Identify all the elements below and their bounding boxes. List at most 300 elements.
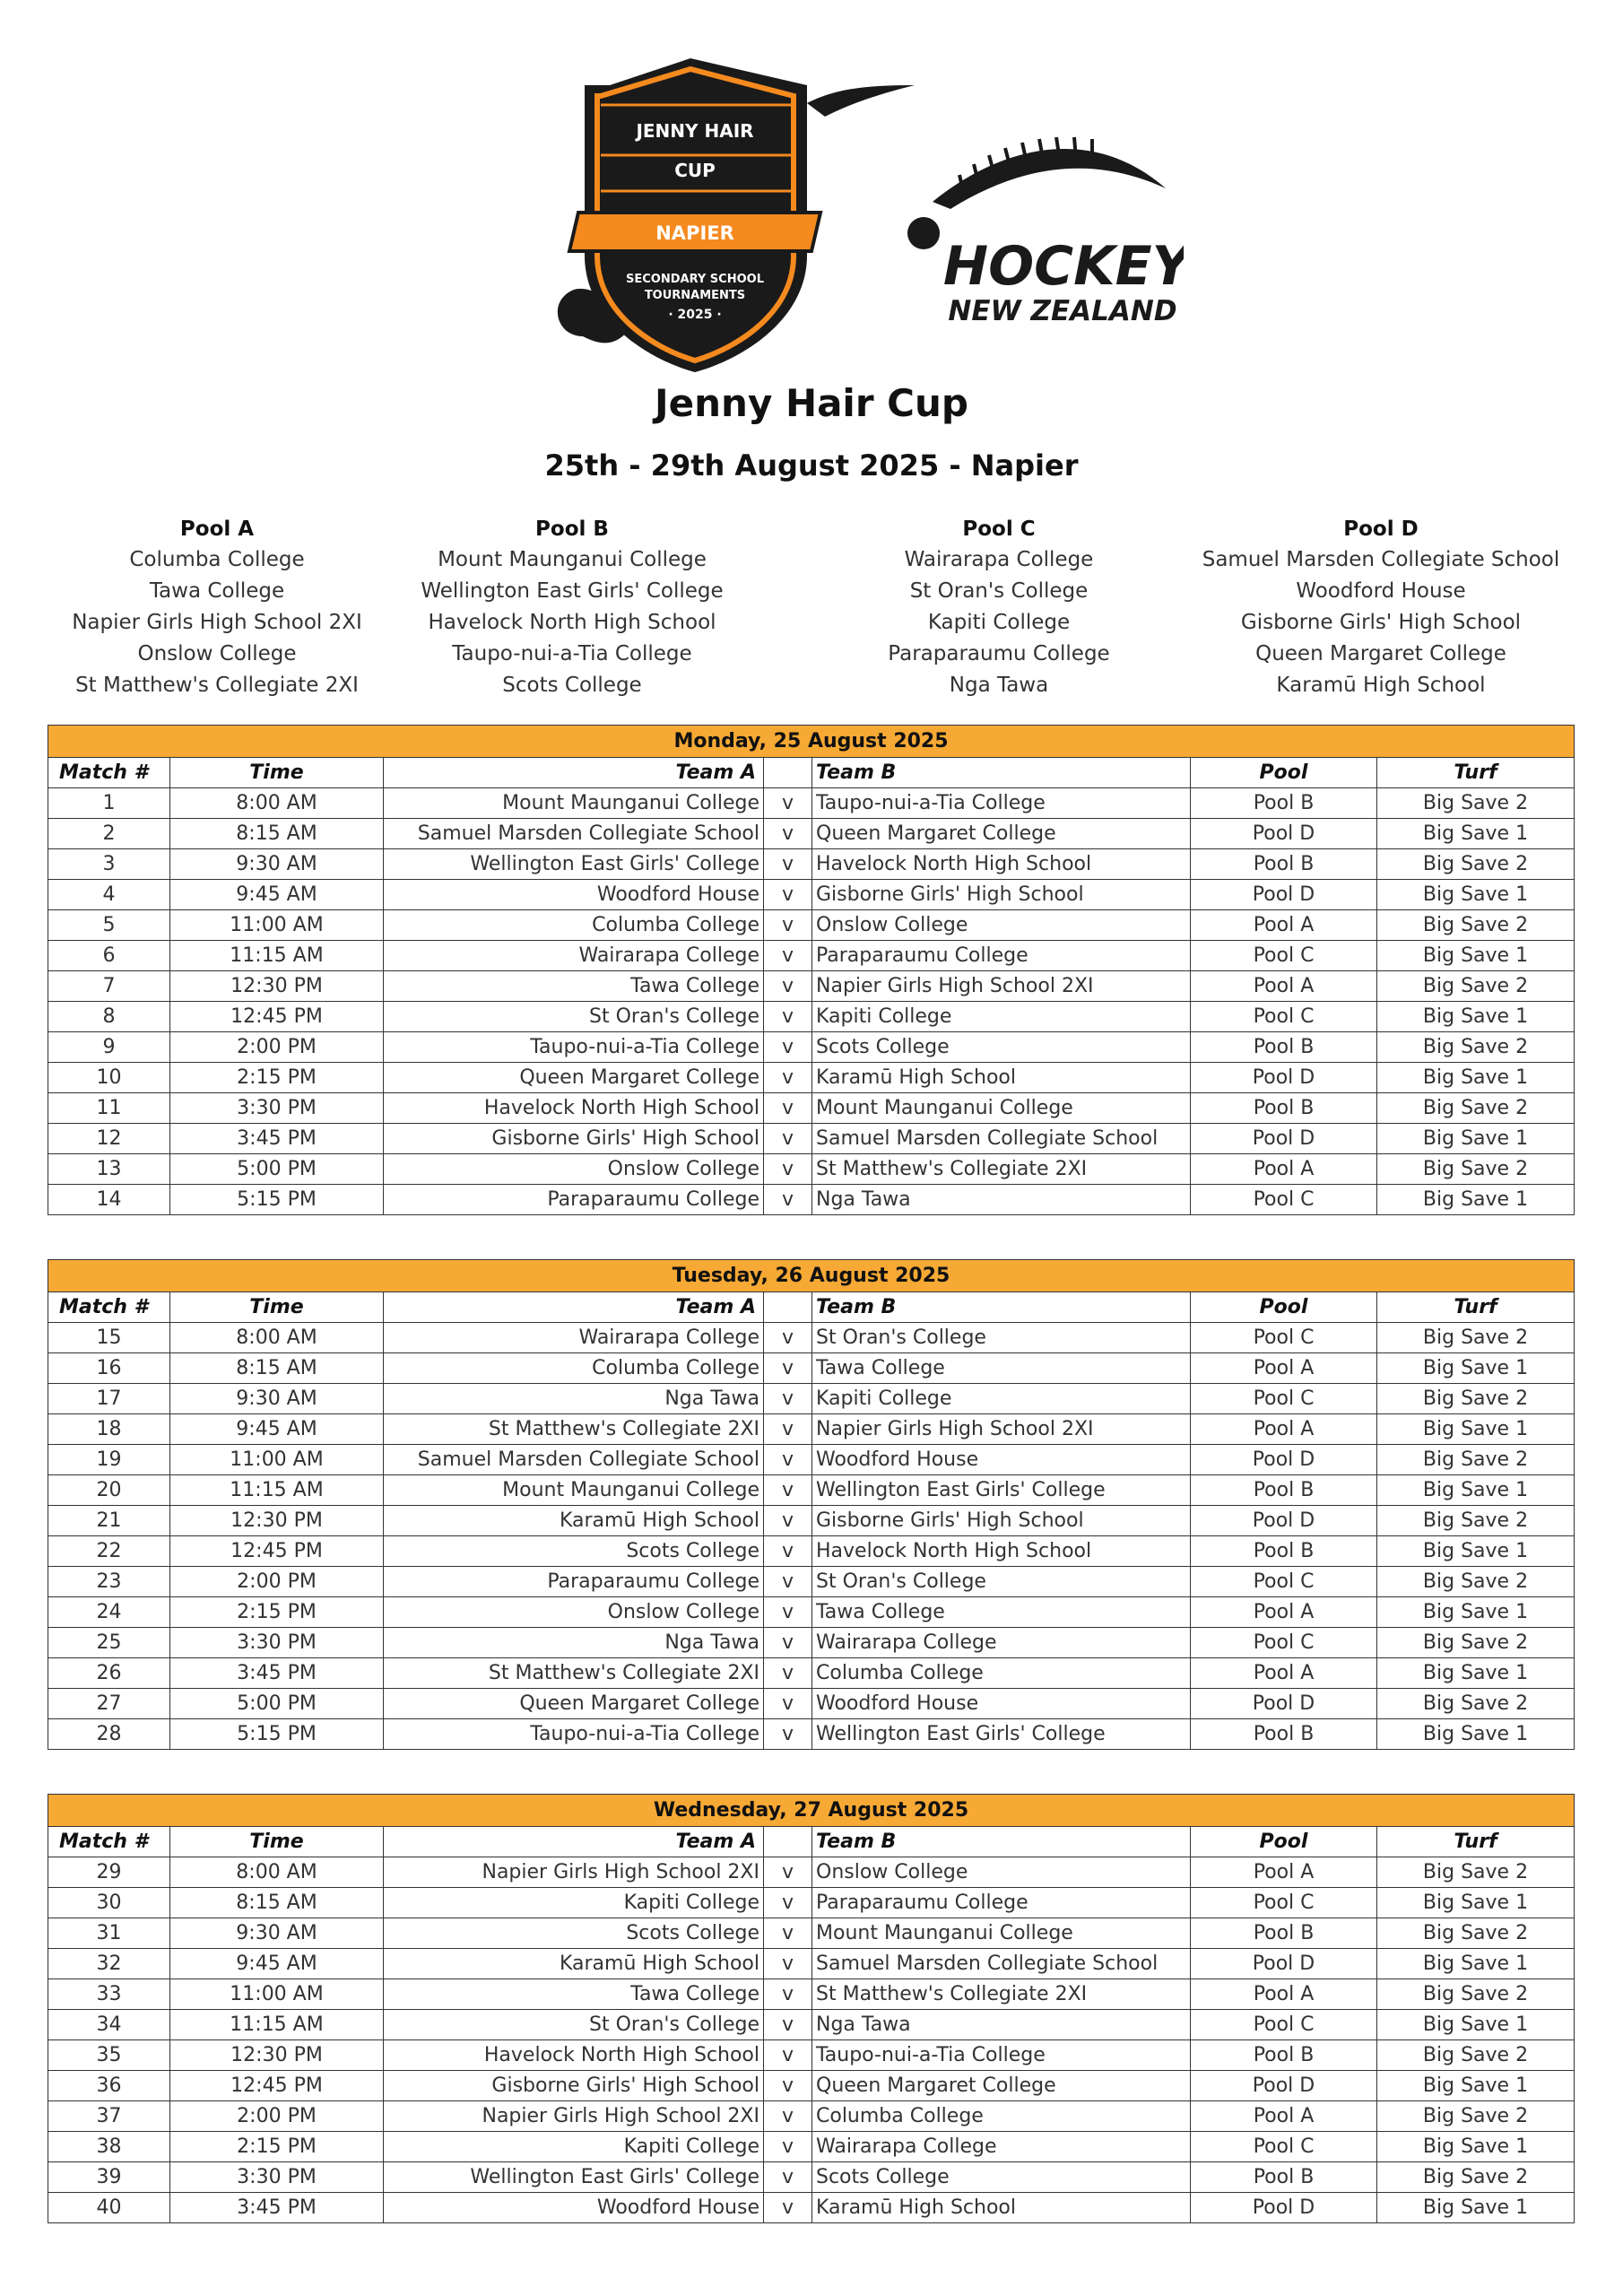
team-b: Taupo-nui-a-Tia College: [812, 2040, 1191, 2071]
match-row: [48, 1475, 1575, 1506]
team-b: Gisborne Girls' High School: [812, 1506, 1191, 1536]
pool-team: Onslow College: [137, 642, 297, 665]
match-time: 9:45 AM: [170, 1414, 384, 1445]
team-a: Wairarapa College: [384, 941, 764, 971]
match-number: 22: [48, 1536, 170, 1567]
match-number: 19: [48, 1445, 170, 1475]
pool-team: St Oran's College: [909, 579, 1089, 603]
match-turf: Big Save 1: [1377, 1063, 1575, 1093]
match-row: [48, 1002, 1575, 1032]
match-turf: Big Save 2: [1377, 1445, 1575, 1475]
versus-label: v: [764, 1567, 812, 1597]
match-row: [48, 1536, 1575, 1567]
day-header-row: [48, 1260, 1575, 1292]
match-time: 8:00 AM: [170, 1857, 384, 1888]
match-pool: Pool A: [1191, 1658, 1377, 1689]
versus-label: v: [764, 2040, 812, 2071]
match-row: [48, 1414, 1575, 1445]
pool-team: Havelock North High School: [428, 611, 716, 634]
match-turf: Big Save 1: [1377, 1949, 1575, 1979]
versus-label: v: [764, 1093, 812, 1124]
pools-section: [0, 514, 1623, 711]
match-number: 11: [48, 1093, 170, 1124]
match-time: 11:00 AM: [170, 910, 384, 941]
match-turf: Big Save 1: [1377, 1124, 1575, 1154]
match-turf: Big Save 2: [1377, 1857, 1575, 1888]
match-row: [48, 1506, 1575, 1536]
badge-sub2: TOURNAMENTS: [644, 289, 746, 302]
hnz-line2: NEW ZEALAND: [948, 295, 1177, 327]
team-a: Karamū High School: [384, 1949, 764, 1979]
match-time: 11:15 AM: [170, 2010, 384, 2040]
match-pool: Pool D: [1191, 1124, 1377, 1154]
versus-label: v: [764, 1888, 812, 1918]
pool-team: Napier Girls High School 2XI: [72, 611, 362, 634]
match-time: 5:00 PM: [170, 1689, 384, 1719]
pool-team: Nga Tawa: [949, 674, 1049, 697]
match-row: [48, 2040, 1575, 2071]
match-row: [48, 1949, 1575, 1979]
pool-heading: Pool A: [179, 517, 255, 541]
team-b: Gisborne Girls' High School: [812, 880, 1191, 910]
match-turf: Big Save 1: [1377, 1414, 1575, 1445]
team-a: Mount Maunganui College: [384, 788, 764, 819]
match-turf: Big Save 1: [1377, 1475, 1575, 1506]
column-header: Turf: [1377, 1292, 1575, 1323]
match-time: 12:45 PM: [170, 2071, 384, 2101]
team-b: Scots College: [812, 1032, 1191, 1063]
column-header-row: [48, 758, 1575, 788]
match-number: 28: [48, 1719, 170, 1750]
column-header: Time: [170, 758, 384, 788]
match-pool: Pool D: [1191, 1506, 1377, 1536]
team-b: Queen Margaret College: [812, 819, 1191, 849]
match-number: 12: [48, 1124, 170, 1154]
match-turf: Big Save 2: [1377, 1032, 1575, 1063]
match-time: 8:15 AM: [170, 1888, 384, 1918]
match-number: 40: [48, 2193, 170, 2223]
team-a: Scots College: [384, 1536, 764, 1567]
match-number: 15: [48, 1323, 170, 1353]
match-number: 38: [48, 2132, 170, 2162]
match-number: 14: [48, 1185, 170, 1215]
team-a: Wellington East Girls' College: [384, 2162, 764, 2193]
tournament-badge-logo: [538, 49, 1184, 381]
pool-d: [1184, 514, 1578, 701]
team-b: Onslow College: [812, 910, 1191, 941]
match-pool: Pool A: [1191, 971, 1377, 1002]
match-number: 34: [48, 2010, 170, 2040]
team-b: Wairarapa College: [812, 1628, 1191, 1658]
team-b: Onslow College: [812, 1857, 1191, 1888]
versus-label: v: [764, 1185, 812, 1215]
match-pool: Pool C: [1191, 1888, 1377, 1918]
day-title: Monday, 25 August 2025: [48, 726, 1575, 758]
team-a: Wellington East Girls' College: [384, 849, 764, 880]
pool-team: Queen Margaret College: [1255, 642, 1506, 665]
team-a: Onslow College: [384, 1597, 764, 1628]
versus-label: v: [764, 2010, 812, 2040]
versus-label: v: [764, 1063, 812, 1093]
match-number: 16: [48, 1353, 170, 1384]
match-turf: Big Save 1: [1377, 2193, 1575, 2223]
match-pool: Pool A: [1191, 1979, 1377, 2010]
column-header: Time: [170, 1292, 384, 1323]
match-row: [48, 971, 1575, 1002]
badge-banner: NAPIER: [655, 222, 734, 244]
match-number: 18: [48, 1414, 170, 1445]
match-turf: Big Save 2: [1377, 971, 1575, 1002]
match-time: 2:00 PM: [170, 1567, 384, 1597]
match-time: 8:15 AM: [170, 1353, 384, 1384]
header-logos: [538, 49, 1184, 381]
match-row: [48, 1384, 1575, 1414]
match-pool: Pool C: [1191, 2010, 1377, 2040]
match-pool: Pool B: [1191, 1032, 1377, 1063]
match-row: [48, 1628, 1575, 1658]
match-row: [48, 1658, 1575, 1689]
match-turf: Big Save 1: [1377, 2071, 1575, 2101]
match-turf: Big Save 1: [1377, 1888, 1575, 1918]
team-b: Kapiti College: [812, 1002, 1191, 1032]
match-number: 24: [48, 1597, 170, 1628]
team-a: St Oran's College: [384, 1002, 764, 1032]
match-number: 10: [48, 1063, 170, 1093]
match-pool: Pool B: [1191, 2040, 1377, 2071]
match-row: [48, 1719, 1575, 1750]
match-row: [48, 788, 1575, 819]
match-time: 8:00 AM: [170, 788, 384, 819]
versus-label: v: [764, 1414, 812, 1445]
pool-team: St Matthew's Collegiate 2XI: [75, 674, 359, 697]
versus-label: v: [764, 2193, 812, 2223]
team-b: St Oran's College: [812, 1567, 1191, 1597]
match-row: [48, 2101, 1575, 2132]
page-title: Jenny Hair Cup: [655, 381, 968, 425]
match-pool: Pool B: [1191, 1918, 1377, 1949]
match-pool: Pool B: [1191, 2162, 1377, 2193]
versus-label: v: [764, 1506, 812, 1536]
team-a: Havelock North High School: [384, 2040, 764, 2071]
match-pool: Pool D: [1191, 880, 1377, 910]
match-row: [48, 1093, 1575, 1124]
team-b: Nga Tawa: [812, 1185, 1191, 1215]
match-pool: Pool A: [1191, 1597, 1377, 1628]
pool-team: Woodford House: [1296, 579, 1466, 603]
team-b: Kapiti College: [812, 1384, 1191, 1414]
team-a: Samuel Marsden Collegiate School: [384, 819, 764, 849]
badge-sub1: SECONDARY SCHOOL: [626, 273, 764, 286]
match-pool: Pool C: [1191, 1628, 1377, 1658]
match-row: [48, 1185, 1575, 1215]
match-number: 23: [48, 1567, 170, 1597]
versus-label: v: [764, 819, 812, 849]
match-row: [48, 880, 1575, 910]
match-pool: Pool A: [1191, 2101, 1377, 2132]
match-row: [48, 2162, 1575, 2193]
match-time: 9:45 AM: [170, 880, 384, 910]
match-row: [48, 1353, 1575, 1384]
match-turf: Big Save 1: [1377, 1353, 1575, 1384]
match-row: [48, 819, 1575, 849]
team-b: Napier Girls High School 2XI: [812, 971, 1191, 1002]
match-pool: Pool C: [1191, 1384, 1377, 1414]
match-turf: Big Save 2: [1377, 1154, 1575, 1185]
pool-c: [802, 514, 1196, 701]
pool-b: [375, 514, 769, 701]
match-time: 12:30 PM: [170, 971, 384, 1002]
team-a: Columba College: [384, 910, 764, 941]
match-row: [48, 1063, 1575, 1093]
schedule-table-tuesday: [48, 1259, 1575, 1750]
match-time: 11:00 AM: [170, 1979, 384, 2010]
match-turf: Big Save 2: [1377, 1567, 1575, 1597]
match-time: 8:00 AM: [170, 1323, 384, 1353]
match-pool: Pool B: [1191, 1475, 1377, 1506]
match-pool: Pool A: [1191, 1353, 1377, 1384]
match-row: [48, 1888, 1575, 1918]
column-header: Team B: [812, 758, 1191, 788]
match-number: 30: [48, 1888, 170, 1918]
versus-label: v: [764, 1719, 812, 1750]
match-pool: Pool D: [1191, 1445, 1377, 1475]
team-a: Gisborne Girls' High School: [384, 1124, 764, 1154]
pool-heading: Pool B: [535, 517, 609, 541]
match-row: [48, 941, 1575, 971]
versus-label: v: [764, 1628, 812, 1658]
match-pool: Pool C: [1191, 941, 1377, 971]
match-turf: Big Save 1: [1377, 1658, 1575, 1689]
team-a: Taupo-nui-a-Tia College: [384, 1719, 764, 1750]
match-number: 21: [48, 1506, 170, 1536]
pool-team: Paraparaumu College: [888, 642, 1110, 665]
team-b: St Oran's College: [812, 1323, 1191, 1353]
team-b: Taupo-nui-a-Tia College: [812, 788, 1191, 819]
column-header-row: [48, 1827, 1575, 1857]
column-header: Match #: [48, 758, 170, 788]
match-number: 9: [48, 1032, 170, 1063]
versus-label: v: [764, 1032, 812, 1063]
match-time: 9:30 AM: [170, 849, 384, 880]
match-pool: Pool D: [1191, 1063, 1377, 1093]
match-pool: Pool D: [1191, 1689, 1377, 1719]
match-time: 12:45 PM: [170, 1002, 384, 1032]
match-turf: Big Save 1: [1377, 1536, 1575, 1567]
match-turf: Big Save 2: [1377, 2101, 1575, 2132]
match-number: 36: [48, 2071, 170, 2101]
match-turf: Big Save 2: [1377, 788, 1575, 819]
team-b: St Matthew's Collegiate 2XI: [812, 1154, 1191, 1185]
versus-label: v: [764, 1597, 812, 1628]
match-row: [48, 1918, 1575, 1949]
team-a: Onslow College: [384, 1154, 764, 1185]
team-a: Woodford House: [384, 880, 764, 910]
team-b: Woodford House: [812, 1445, 1191, 1475]
column-header: Time: [170, 1827, 384, 1857]
match-turf: Big Save 1: [1377, 1719, 1575, 1750]
match-pool: Pool D: [1191, 2193, 1377, 2223]
team-a: Karamū High School: [384, 1506, 764, 1536]
versus-label: v: [764, 2162, 812, 2193]
match-row: [48, 849, 1575, 880]
versus-label: v: [764, 941, 812, 971]
column-header: [764, 758, 812, 788]
match-row: [48, 910, 1575, 941]
column-header: Pool: [1191, 1827, 1377, 1857]
match-time: 5:00 PM: [170, 1154, 384, 1185]
match-row: [48, 2010, 1575, 2040]
match-pool: Pool D: [1191, 819, 1377, 849]
team-b: Karamū High School: [812, 2193, 1191, 2223]
schedule-table-monday: [48, 725, 1575, 1215]
team-b: Tawa College: [812, 1353, 1191, 1384]
match-time: 2:00 PM: [170, 1032, 384, 1063]
team-b: Woodford House: [812, 1689, 1191, 1719]
versus-label: v: [764, 1353, 812, 1384]
match-turf: Big Save 2: [1377, 1323, 1575, 1353]
match-turf: Big Save 2: [1377, 910, 1575, 941]
team-b: Samuel Marsden Collegiate School: [812, 1124, 1191, 1154]
versus-label: v: [764, 880, 812, 910]
match-number: 26: [48, 1658, 170, 1689]
match-turf: Big Save 1: [1377, 2132, 1575, 2162]
match-pool: Pool B: [1191, 788, 1377, 819]
column-header: Team A: [384, 758, 764, 788]
day-header-row: [48, 1795, 1575, 1827]
versus-label: v: [764, 910, 812, 941]
column-header: Turf: [1377, 758, 1575, 788]
team-a: Queen Margaret College: [384, 1063, 764, 1093]
team-b: Havelock North High School: [812, 1536, 1191, 1567]
match-turf: Big Save 2: [1377, 1506, 1575, 1536]
versus-label: v: [764, 1857, 812, 1888]
column-header: Pool: [1191, 1292, 1377, 1323]
team-a: Napier Girls High School 2XI: [384, 2101, 764, 2132]
match-row: [48, 1689, 1575, 1719]
versus-label: v: [764, 1323, 812, 1353]
column-header: Team B: [812, 1292, 1191, 1323]
team-b: Havelock North High School: [812, 849, 1191, 880]
team-a: Tawa College: [384, 1979, 764, 2010]
match-time: 11:15 AM: [170, 1475, 384, 1506]
team-a: Mount Maunganui College: [384, 1475, 764, 1506]
team-b: Wellington East Girls' College: [812, 1719, 1191, 1750]
match-row: [48, 2193, 1575, 2223]
team-b: Tawa College: [812, 1597, 1191, 1628]
team-b: Paraparaumu College: [812, 1888, 1191, 1918]
match-time: 8:15 AM: [170, 819, 384, 849]
team-a: St Matthew's Collegiate 2XI: [384, 1658, 764, 1689]
match-pool: Pool B: [1191, 1093, 1377, 1124]
match-time: 2:15 PM: [170, 1597, 384, 1628]
match-row: [48, 1857, 1575, 1888]
pool-team: Columba College: [129, 548, 305, 571]
team-a: Napier Girls High School 2XI: [384, 1857, 764, 1888]
versus-label: v: [764, 1949, 812, 1979]
versus-label: v: [764, 2101, 812, 2132]
team-a: Woodford House: [384, 2193, 764, 2223]
versus-label: v: [764, 849, 812, 880]
match-number: 2: [48, 819, 170, 849]
team-a: Nga Tawa: [384, 1384, 764, 1414]
match-turf: Big Save 2: [1377, 2162, 1575, 2193]
match-turf: Big Save 2: [1377, 1384, 1575, 1414]
match-pool: Pool A: [1191, 1154, 1377, 1185]
match-pool: Pool C: [1191, 2132, 1377, 2162]
match-pool: Pool C: [1191, 1323, 1377, 1353]
match-number: 6: [48, 941, 170, 971]
team-a: St Matthew's Collegiate 2XI: [384, 1414, 764, 1445]
column-header: Match #: [48, 1292, 170, 1323]
match-turf: Big Save 2: [1377, 1093, 1575, 1124]
versus-label: v: [764, 1658, 812, 1689]
match-turf: Big Save 1: [1377, 880, 1575, 910]
team-a: Paraparaumu College: [384, 1567, 764, 1597]
match-time: 2:00 PM: [170, 2101, 384, 2132]
column-header: [764, 1292, 812, 1323]
versus-label: v: [764, 971, 812, 1002]
team-b: Mount Maunganui College: [812, 1093, 1191, 1124]
match-number: 3: [48, 849, 170, 880]
pool-team: Wairarapa College: [904, 548, 1094, 571]
match-number: 4: [48, 880, 170, 910]
match-time: 12:30 PM: [170, 1506, 384, 1536]
team-a: Havelock North High School: [384, 1093, 764, 1124]
match-number: 33: [48, 1979, 170, 2010]
versus-label: v: [764, 1689, 812, 1719]
pool-team: Karamū High School: [1276, 674, 1486, 697]
pool-team: Gisborne Girls' High School: [1240, 611, 1522, 634]
match-turf: Big Save 2: [1377, 849, 1575, 880]
pool-team: Mount Maunganui College: [438, 548, 707, 571]
pool-team: Tawa College: [149, 579, 285, 603]
match-pool: Pool A: [1191, 1857, 1377, 1888]
versus-label: v: [764, 1002, 812, 1032]
match-time: 3:30 PM: [170, 2162, 384, 2193]
match-time: 12:45 PM: [170, 1536, 384, 1567]
page-subtitle: 25th - 29th August 2025 - Napier: [544, 448, 1079, 483]
team-b: Napier Girls High School 2XI: [812, 1414, 1191, 1445]
team-a: Samuel Marsden Collegiate School: [384, 1445, 764, 1475]
match-time: 5:15 PM: [170, 1185, 384, 1215]
versus-label: v: [764, 1475, 812, 1506]
match-number: 29: [48, 1857, 170, 1888]
match-row: [48, 1154, 1575, 1185]
column-header: Turf: [1377, 1827, 1575, 1857]
match-row: [48, 2132, 1575, 2162]
match-number: 37: [48, 2101, 170, 2132]
team-b: Queen Margaret College: [812, 2071, 1191, 2101]
match-time: 2:15 PM: [170, 1063, 384, 1093]
match-turf: Big Save 2: [1377, 1628, 1575, 1658]
match-turf: Big Save 2: [1377, 2040, 1575, 2071]
day-title: Tuesday, 26 August 2025: [48, 1260, 1575, 1292]
match-number: 39: [48, 2162, 170, 2193]
match-time: 9:30 AM: [170, 1384, 384, 1414]
match-row: [48, 1979, 1575, 2010]
match-pool: Pool B: [1191, 849, 1377, 880]
match-time: 9:45 AM: [170, 1949, 384, 1979]
column-header: Match #: [48, 1827, 170, 1857]
match-row: [48, 1032, 1575, 1063]
match-turf: Big Save 1: [1377, 1002, 1575, 1032]
versus-label: v: [764, 1918, 812, 1949]
team-a: Kapiti College: [384, 2132, 764, 2162]
versus-label: v: [764, 2132, 812, 2162]
versus-label: v: [764, 1154, 812, 1185]
pool-team: Taupo-nui-a-Tia College: [452, 642, 692, 665]
day-title: Wednesday, 27 August 2025: [48, 1795, 1575, 1827]
